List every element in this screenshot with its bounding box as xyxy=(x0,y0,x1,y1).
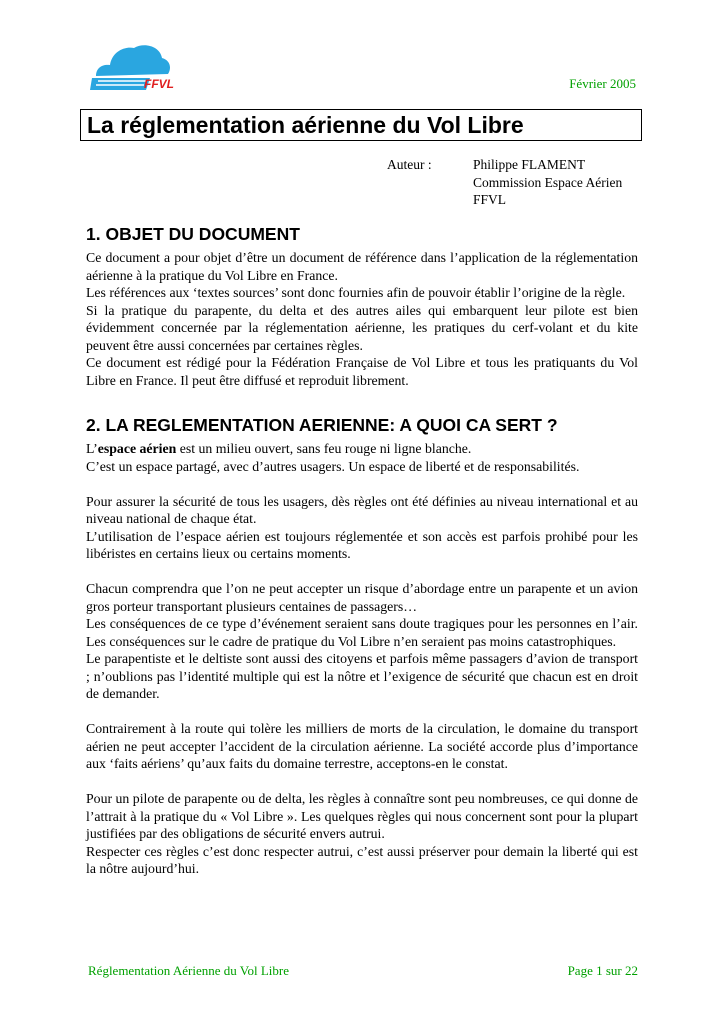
footer-document-name: Réglementation Aérienne du Vol Libre xyxy=(88,963,289,978)
paragraph: Les références aux ‘textes sources’ sont donc fournies afin de pouvoir établir l’origine de la règle. xyxy=(86,285,626,300)
svg-text:FFVL: FFVL xyxy=(144,77,174,91)
ffvl-logo-icon xyxy=(88,38,174,94)
intro-rest: est un milieu ouvert, sans feu rouge ni ligne blanche. xyxy=(176,441,472,456)
footer-page-number: Page 1 sur 22 xyxy=(567,963,638,978)
paragraph: Chacun comprendra que l’on ne peut accepter un risque d’abordage entre un parapente et un avion gros porteur transportant plusieurs centaines de passagers… xyxy=(86,581,638,614)
paragraph: Les conséquences de ce type d’événement seraient sans doute tragiques pour les personnes en l’air. Les conséquences sur le cadre de pratique du Vol Libre n’en seraient pas moins catastrophiques. xyxy=(86,616,638,649)
author-label: Auteur : xyxy=(387,157,432,172)
paragraph: Si la pratique du parapente, du delta et des autres ailes qui embarquent leur pilote est bien évidemment concernée par la réglementation aérienne, les pratiques du cerf-volant et du kite peuvent être aussi concernées par certaines règles. xyxy=(86,302,638,353)
section-reglementation xyxy=(86,414,638,878)
paragraph: Contrairement à la route qui tolère les milliers de morts de la circulation, le domaine du transport aérien ne peut accepter l’accident de la circulation aérienne. La société accorde plus d’importance aux ‘faits aériens’ qu’aux faits du domaine terrestre, acceptons-en le constat. xyxy=(86,721,638,771)
paragraph: Ce document a pour objet d’être un document de référence dans l’application de la réglementation aérienne à la pratique du Vol Libre en France. xyxy=(86,250,638,283)
section-heading: 2. LA REGLEMENTATION AERIENNE: A QUOI CA SERT ? xyxy=(86,415,558,435)
section-heading: 1. OBJET DU DOCUMENT xyxy=(86,224,300,244)
paragraph: Ce document est rédigé pour la Fédération Française de Vol Libre et tous les pratiquants du Vol Libre en France. Il peut être diffusé et reproduit librement. xyxy=(86,355,638,388)
paragraph: Respecter ces règles c’est donc respecter autrui, c’est aussi préserver pour demain la liberté qui est la nôtre aujourd’hui. xyxy=(86,843,638,876)
document-title: La réglementation aérienne du Vol Libre xyxy=(80,109,642,141)
intro-prefix: L’ xyxy=(86,441,98,456)
paragraph: C’est un espace partagé, avec d’autres usagers. Un espace de liberté et de responsabilités. xyxy=(86,458,580,474)
author-organization: FFVL xyxy=(473,192,507,207)
ffvl-logo xyxy=(88,38,174,94)
paragraph: Pour assurer la sécurité de tous les usagers, dès règles ont été définies au niveau international et au niveau national de chaque état. xyxy=(86,493,638,526)
author-name: Philippe FLAMENT xyxy=(473,157,586,172)
author-values xyxy=(473,156,622,209)
document-date: Février 2005 xyxy=(569,76,636,91)
paragraph xyxy=(86,440,638,458)
section-objet xyxy=(86,223,638,389)
term-espace-aerien: espace aérien xyxy=(97,441,177,456)
author-commission: Commission Espace Aérien xyxy=(473,174,623,190)
paragraph: Le parapentiste et le deltiste sont aussi des citoyens et parfois même passagers d’avion de transport ; n’oublions pas l’identité multiple qui est la nôtre et l’exigence de sécurité que chacun est en droit de demander. xyxy=(86,651,638,701)
paragraph: Pour un pilote de parapente ou de delta, les règles à connaître sont peu nombreuses, ce qui donne de l’attrait à la pratique du « Vol Libre ». Les quelques règles qui nous concernent sont pour la plupart justifiées par des obligations de sécurité envers autrui. xyxy=(86,791,638,841)
paragraph: L’utilisation de l’espace aérien est toujours réglementée et son accès est parfois prohibé pour les libéristes en certains lieux ou certains moments. xyxy=(86,528,638,561)
